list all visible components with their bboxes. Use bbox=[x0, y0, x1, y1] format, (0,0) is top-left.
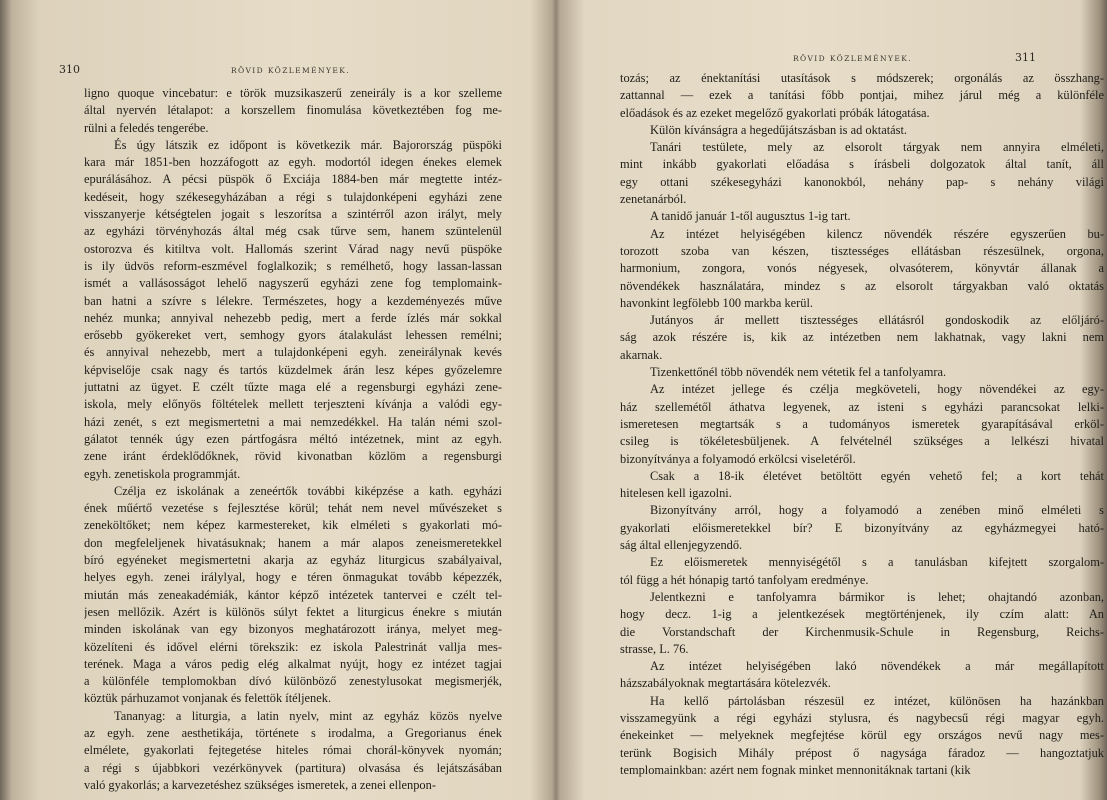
text-line: minden iskolának van egy bizonyos meghatározott iránya, melyet meg- bbox=[84, 622, 502, 637]
text-line: tozás; az énektanítási utasítások s módszerek; orgonálás az összhang- bbox=[620, 71, 1104, 85]
text-line: Külön kívánságra a hegedűjátszásban is ad oktatást. bbox=[650, 122, 908, 137]
text-line: is ily üdvös reform-eszmével foglalkozik; s remélhető, hogy lassan-lassan bbox=[84, 258, 502, 273]
text-line: kedéseit, hogy székesegyházában a régi s tulajdonképeni egyházi zene bbox=[84, 189, 502, 204]
text-line: tól függ a hét hónapig tartó tanfolyam eredménye. bbox=[620, 572, 869, 587]
text-line: képviselője csak nagy és tartós küzdelmek árán lesz képes győzelemre bbox=[84, 362, 502, 377]
text-line: ostorozva és kitiltva volt. Hallomás szerint Várad nagy nevű püspöke bbox=[84, 241, 502, 256]
text-line: közelíteni és idővel elérni törekszik: ez iskola Palestrinát vallja mes- bbox=[84, 639, 502, 654]
text-line: növendékek használatára, mindez s az elsorolt tárgyakban való oktatás bbox=[620, 278, 1104, 293]
text-line: harmonium, zongora, vonós négyesek, olvasóterem, könyvtár állanak a bbox=[620, 261, 1104, 276]
text-line: Tizenkettőnél több növendék nem vétetik fel a tanfolyamra. bbox=[650, 365, 947, 380]
right-page bbox=[555, 0, 1107, 800]
text-line: ház szellemétől áthatva legyenek, az isteni s egyházi parancsokat lelki- bbox=[620, 399, 1104, 414]
text-line: Csak a 18-ik életévet betöltött egyén vehető fel; a kort tehát bbox=[650, 468, 1104, 483]
text-line: ének műértő vezetése s fejlesztése körül; tehát nem nevel művészeket s bbox=[84, 501, 502, 516]
text-line: visszanyerje kétségtelen jogait s leszorítsa a szintérről azon irályt, mely bbox=[84, 207, 502, 222]
text-line: kara már 1851-ben hozzáfogott az egyh. modortól idegen énekes elemek bbox=[84, 155, 502, 170]
text-line: által nyervén létalapot: a korszellem finomulása következtében fog me- bbox=[84, 103, 502, 118]
running-head-right: RÖVID KÖZLEMÉNYEK. bbox=[793, 54, 912, 63]
text-line: csileg is tökéletesbüljenek. A felvételnél szükséges a lelkészi hivatal bbox=[620, 434, 1104, 449]
text-line: gyakorlati előismeretekkel bír? E bizonyítvány az egyházmegyei ható- bbox=[620, 520, 1104, 535]
text-line: egy ottani székesegyházi kanonokból, nehány pap- s nehány világi bbox=[620, 174, 1104, 189]
text-line: ismeretesen megtartsák s a tudományos ismeretek gyarapításával erköl- bbox=[620, 416, 1104, 431]
page-number-left: 310 bbox=[59, 63, 80, 76]
text-line: énekeinket — melyeknek megfejtése körül egy országos nevű nagy mes- bbox=[620, 728, 1104, 743]
text-line: havonkint legfölebb 100 markba kerül. bbox=[620, 295, 814, 310]
text-line: Tanári testülete, mely az elsorolt tárgyak nem annyira elméleti, bbox=[650, 140, 1104, 155]
text-line: akarnak. bbox=[620, 347, 663, 362]
text-line: Az intézet helyiségében kilencz növendék részére egyszerűen bu- bbox=[650, 226, 1104, 241]
text-line: templomainkban: azért nem fognak minket mennonitáknak tartani (kik bbox=[620, 762, 971, 777]
text-line: köztük párhuzamot vonjanak és felettök ítéljenek. bbox=[84, 691, 332, 706]
text-line: elmélete, gyakorlati fejtegetése hiteles római chorál-könyvek nyomán; bbox=[84, 743, 502, 758]
text-line: Ha kellő pártolásban részesül ez intézet, különösen ha hazánkban bbox=[650, 693, 1104, 708]
text-line: terünk Bogisich Mihály prépost ő nagysága fáradoz — hangoztatjuk bbox=[620, 745, 1104, 760]
text-line: hitelesen kell igazolni. bbox=[620, 486, 732, 501]
text-line: ban hatni a szívre s lélekre. Természetes, hogy a kezdeményezés műve bbox=[84, 293, 502, 308]
text-line: torozott szoba van készen, tisztességes ellátásban részesülnek, orgona, bbox=[620, 243, 1104, 258]
text-line: ság azok részére is, kik az intézetben nem lakhatnak, vagy lakni nem bbox=[620, 330, 1104, 345]
text-line: az egyh. zene aesthetikája, története s irodalma, a Gregorianus ének bbox=[84, 725, 502, 740]
text-line: a különféle templomokban dívó különböző zenestylusokat megismerjék, bbox=[84, 674, 502, 689]
text-line: mint inkább gyakorlati előadása s írásbeli dolgozatok által tanít, áll bbox=[620, 157, 1104, 172]
text-line: előadások és az ezeket megelőző gyakorlati próbák látogatása. bbox=[620, 105, 930, 120]
text-line: nehéz munka; annyival nehezebb pedig, mert a ferde ízlés már sokkal bbox=[84, 310, 502, 325]
right-body-text bbox=[620, 70, 1104, 779]
text-line: az egyházi törvényhozás által még csak tűrve sem, hanem szüntelenül bbox=[84, 224, 502, 239]
text-line: iskola, mely előnyös föltételek mellett terjeszteni kívánja a valódi egy- bbox=[84, 397, 502, 412]
text-line: házi zenét, s ezt megismertetni a mai nemzedékkel. Ha talán némi szol- bbox=[84, 414, 502, 429]
text-line: don megfeleljenek hivatásuknak; hanem a már alapos zeneismeretekkel bbox=[84, 535, 502, 550]
text-line: Az intézet jellege és czélja megköveteli, hogy növendékei az egy- bbox=[650, 382, 1104, 397]
text-line: strasse, L. 76. bbox=[620, 641, 689, 656]
text-line: bíró egyéneket megismertetni akarja az egyház liturgicus szabályaival, bbox=[84, 553, 502, 568]
text-line: Tananyag: a liturgia, a latin nyelv, mint az egyház közös nyelve bbox=[114, 708, 502, 723]
text-line: házszabályoknak megtartására kötelezvék. bbox=[620, 676, 831, 691]
left-body-text bbox=[84, 85, 502, 794]
text-line: Ez előismeretek mennyiségétől s a tanulásban kifejtett szorgalom- bbox=[650, 555, 1104, 570]
text-line: miután más zeneakadémiák, kántor képző intézetek tantervei e czélt tel- bbox=[84, 587, 502, 602]
text-line: rülni a feledés tengerébe. bbox=[84, 120, 209, 135]
text-line: ismét a vallásosságot lehelő nagyszerű egyházi zene fog templomaink- bbox=[84, 276, 502, 291]
text-line: gálatot tennék úgy ezen pártfogásra méltó intézetnek, mint az egyh. bbox=[84, 431, 502, 446]
text-line: hogy decz. 1-ig a jelentkezések megtörténjenek, ily czím alatt: An bbox=[620, 607, 1104, 622]
text-line: die Vorstandschaft der Kirchenmusik-Schule in Regensburg, Reichs- bbox=[620, 624, 1104, 639]
text-line: Jutányos ár mellett tisztességes ellátásról gondoskodik az előljáró- bbox=[650, 313, 1104, 328]
text-line: Jelentkezni e tanfolyamra bármikor is lehet; ohajtandó azonban, bbox=[650, 589, 1104, 604]
text-line: bizonyítványa a folyamodó erkölcsi viseletéről. bbox=[620, 451, 856, 466]
text-line: és annyival nehezebb, mert a tulajdonképeni egyh. zeneirálynak kevés bbox=[84, 345, 502, 360]
text-line: terének. Maga a város pedig elég alkalmat nyújt, hogy ez intézet tagjai bbox=[84, 656, 502, 671]
text-line: epurálásához. A pécsi püspök ő Exciája 1884-ben már megtette intéz- bbox=[84, 172, 502, 187]
text-line: zene iránt érdeklődőknek, rövid kivonatban közlöm a regensburgi bbox=[84, 449, 502, 464]
text-line: Czélja ez iskolának a zeneértők további kiképzése a kath. egyházi bbox=[114, 483, 502, 498]
text-line: Bizonyítvány arról, hogy a folyamodó a zenében minő elméleti s bbox=[650, 503, 1104, 518]
text-line: ság által ellenjegyzendő. bbox=[620, 538, 743, 553]
text-line: a régi s újabbkori vezérkönyvek (partitura) olvasása és lejátszásában bbox=[84, 760, 502, 775]
text-line: jesen mellőzik. Azért is különös súlyt fektet a liturgicus énekre s miután bbox=[84, 604, 502, 619]
text-line: zeneköltőket; nem képez karmestereket, kik elméleti s gyakorlati mó- bbox=[84, 518, 502, 533]
text-line: erősebb gyökereket vert, semhogy gyors átalakulást lehessen remélni; bbox=[84, 328, 502, 343]
text-line: zenetanárból. bbox=[620, 192, 687, 207]
page-number-right: 311 bbox=[1015, 51, 1036, 64]
text-line: A tanidő január 1-től augusztus 1-ig tart. bbox=[650, 209, 851, 224]
text-line: helyes egyh. zenei irálylyal, hogy e téren önmagukat tovább képezzék, bbox=[84, 570, 502, 585]
text-line: juttatni az ügyet. E czélt tűzte maga elé a regensburgi egyházi zene- bbox=[84, 380, 502, 395]
text-line: visszamegyünk a régi egyházi stylusra, és nagybecsű régi magyar egyh. bbox=[620, 710, 1104, 725]
text-line: egyh. zenetiskola programmját. bbox=[84, 466, 241, 481]
text-line: Az intézet helyiségében lakó növendékek a már megállapított bbox=[650, 659, 1104, 674]
text-line: való gyakorlás; a karvezetéshez szükséges ismeretek, a zenei ellenpon- bbox=[84, 777, 436, 792]
text-line: zattannal — ezek a tanítási főbb pontjai, mihez járul még a különféle bbox=[620, 88, 1104, 103]
text-line: ligno quoque vincebatur: e török muzsikaszerű zeneirály is a kor szelleme bbox=[84, 86, 502, 100]
running-head-left: RÖVID KÖZLEMÉNYEK. bbox=[231, 66, 350, 75]
text-line: És úgy látszik ez időpont is következik már. Bajorország püspöki bbox=[114, 137, 502, 152]
